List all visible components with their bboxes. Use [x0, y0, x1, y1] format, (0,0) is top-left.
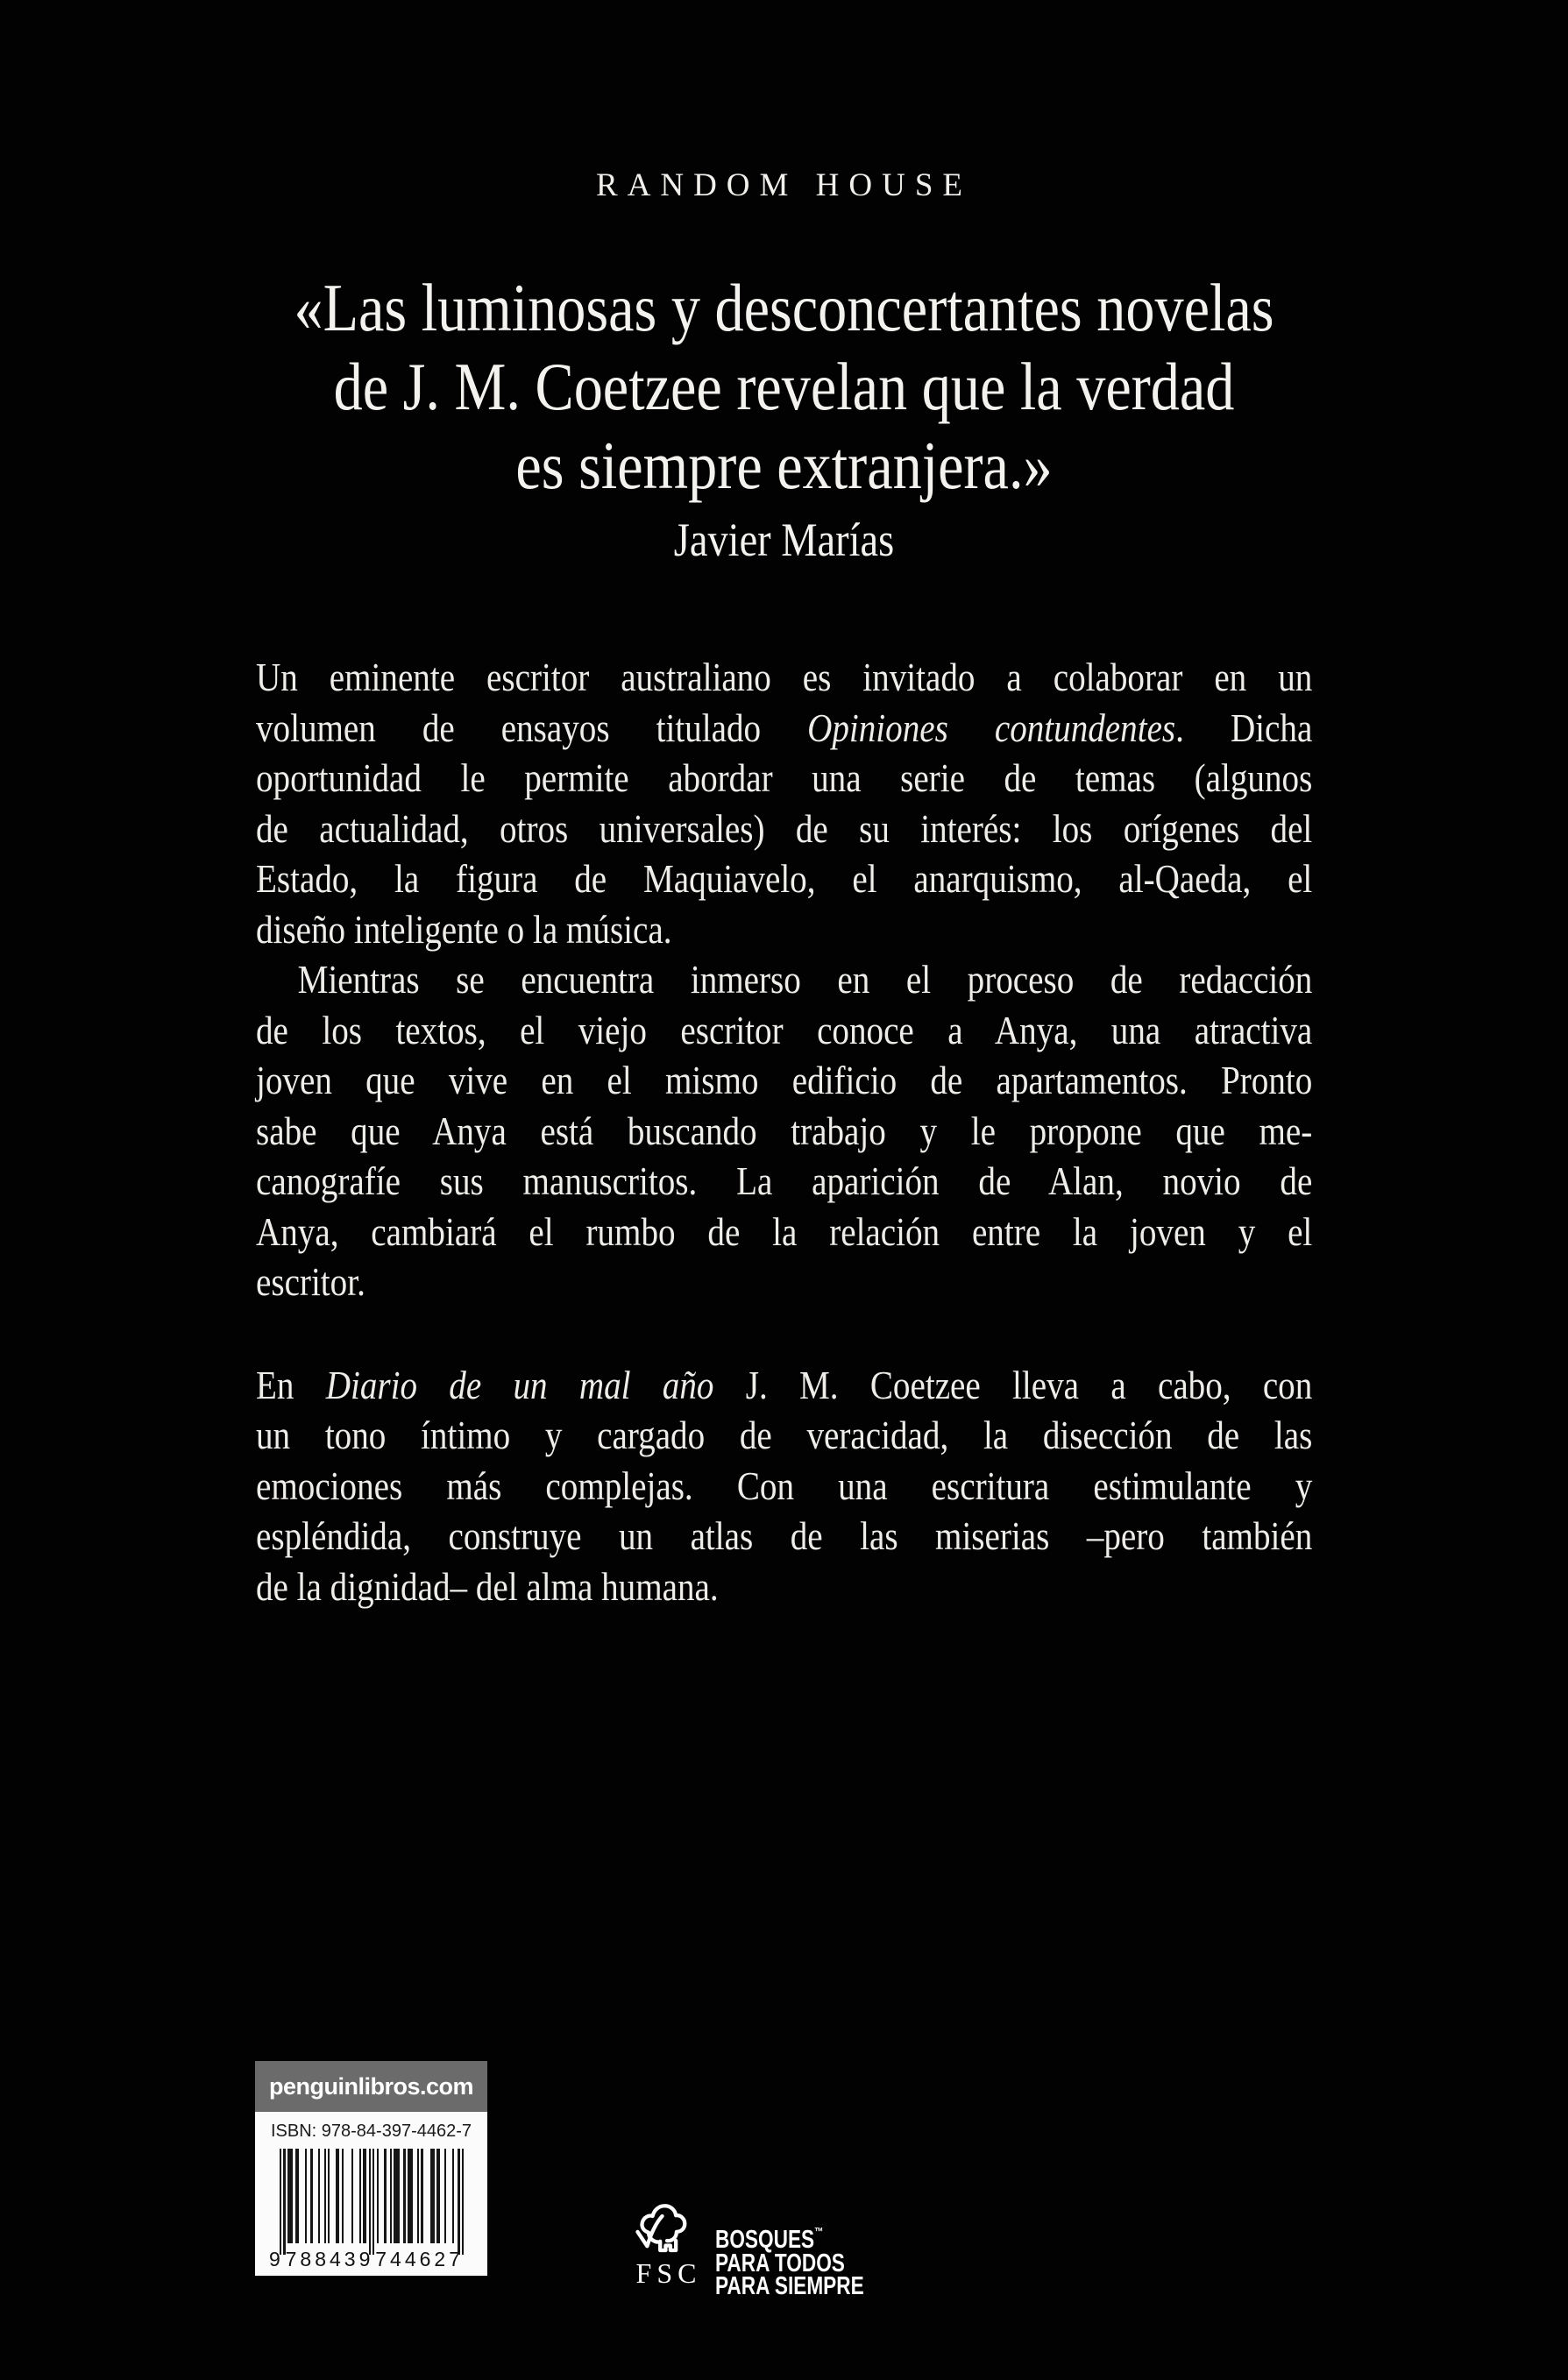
synopsis-line: de los textos, el viejo escritor conoce a Anya, una atractiva	[256, 1007, 1313, 1052]
review-quote	[110, 268, 1458, 568]
barcode-digit-group: 9	[269, 2248, 284, 2270]
website-label: penguinlibros.com	[268, 2072, 473, 2100]
synopsis-line: espléndida, construye un atlas de las miserias –pero también	[256, 1513, 1313, 1558]
synopsis-line: En Diario de un mal año J. M. Coetzee lleva a cabo, con	[256, 1362, 1313, 1407]
fsc-mark	[629, 2199, 705, 2290]
trademark-symbol: ™	[814, 2225, 824, 2238]
isbn-label: ISBN: 978-84-397-4462-7	[270, 2121, 472, 2141]
synopsis-paragraph	[256, 652, 1312, 954]
quote-attribution: Javier Marías	[673, 514, 895, 566]
synopsis-line: volumen de ensayos titulado Opiniones contundentes. Dicha	[256, 705, 1313, 750]
website-banner	[255, 2061, 487, 2112]
synopsis-paragraph	[256, 954, 1312, 1307]
synopsis-line: escritor.	[256, 1259, 365, 1304]
fsc-tagline	[715, 2221, 864, 2299]
fsc-tagline-line: PARA SIEMPRE	[715, 2272, 864, 2300]
quote-line: es siempre extranjera.»	[515, 428, 1053, 503]
synopsis-line: diseño inteligente o la música.	[256, 906, 672, 952]
synopsis-line: emociones más complejas. Con una escritura estimulante y	[256, 1463, 1313, 1508]
synopsis-line: de actualidad, otros universales) de su interés: los orígenes del	[256, 805, 1313, 851]
quote-line: «Las luminosas y desconcertantes novelas	[294, 270, 1274, 345]
synopsis-line: joven que vive en el mismo edificio de apartamentos. Pronto	[256, 1058, 1313, 1102]
synopsis-line: un tono íntimo y cargado de veracidad, la disección de las	[256, 1413, 1313, 1457]
barcode-bars	[280, 2149, 464, 2255]
barcode-digit-group: 744627	[375, 2248, 464, 2270]
barcode-digit-group: 788439	[285, 2248, 374, 2270]
synopsis-line: Un eminente escritor australiano es invitado a colaborar en un	[256, 655, 1313, 699]
synopsis-line: Mientras se encuentra inmerso en el proceso de redacción	[297, 957, 1313, 1002]
synopsis-paragraph	[256, 1360, 1312, 1612]
synopsis-line: canografíe sus manuscritos. La aparición de Alan, novio de	[256, 1158, 1313, 1203]
synopsis-line: de la dignidad– del alma humana.	[256, 1563, 719, 1609]
fsc-acronym: FSC	[635, 2257, 702, 2289]
synopsis-line: Anya, cambiará el rumbo de la relación entre la joven y el	[256, 1208, 1313, 1254]
fsc-tagline-line: BOSQUES™	[715, 2225, 824, 2254]
synopsis	[256, 652, 1312, 1611]
fsc-tree-icon	[633, 2199, 701, 2257]
barcode-label	[255, 2061, 487, 2276]
synopsis-line: Estado, la figura de Maquiavelo, el anarquismo, al-Qaeda, el	[256, 856, 1313, 901]
quote-line: de J. M. Coetzee revelan que la verdad	[333, 349, 1235, 424]
barcode-digits	[269, 2248, 464, 2271]
fsc-tagline-line: PARA TODOS	[715, 2249, 845, 2277]
synopsis-line: oportunidad le permite abordar una serie de temas (algunos	[256, 755, 1313, 800]
publisher-logotype: RANDOM HOUSE	[595, 167, 973, 203]
synopsis-line: sabe que Anya está buscando trabajo y le propone que me-	[256, 1108, 1313, 1153]
fsc-logo	[629, 2199, 906, 2299]
